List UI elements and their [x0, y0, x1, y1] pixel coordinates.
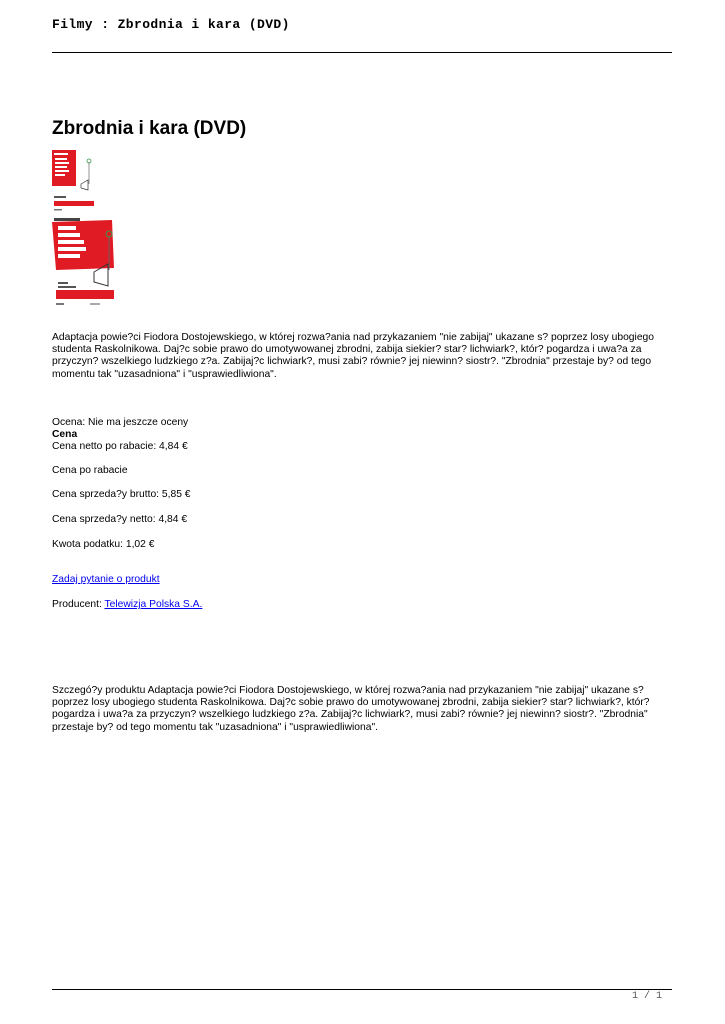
price-net-sale: Cena sprzeda?y netto: 4,84 € — [52, 514, 188, 525]
page-number: 1 / 1 — [631, 991, 662, 1002]
producer-label: Producent: — [52, 599, 105, 610]
product-cover-image — [52, 150, 118, 314]
price-info — [52, 417, 670, 454]
ask-question-row — [52, 574, 160, 586]
product-details: Szczegó?y produktu Adaptacja powie?ci Fiodora Dostojewskiego, w której rozwa?ania nad przykazaniem "nie zabijaj" ukazane s? poprzez losy ubogiego studenta Raskolnikowa. Daj?c sobie prawo do umotywowanej zbrodni, zabija siekier? star? lichwiark?, któr? pogardza i uwa?a za przyczyn? wszelkiego ludzkiego z?a. Zabijaj?c lichwiark?, musi zabi? równie? jej niewinn? siostr?. "Zbrodnia" przestaje by? od tego momentu tak "uzasadniona" i "usprawiedliwiona". — [52, 685, 650, 733]
tax-amount: Kwota podatku: 1,02 € — [52, 539, 155, 550]
cover-main — [52, 218, 118, 314]
producer-row — [52, 599, 202, 611]
product-title: Zbrodnia i kara (DVD) — [52, 118, 247, 139]
price-net-after-discount: Cena netto po rabacie: 4,84 € — [52, 441, 188, 453]
rating-text: Ocena: Nie ma jeszcze oceny — [52, 417, 189, 428]
producer-link[interactable]: Telewizja Polska S.A. — [104, 599, 203, 610]
document-header-title: Filmy : Zbrodnia i kara (DVD) — [52, 17, 290, 32]
ask-question-link[interactable]: Zadaj pytanie o produkt — [52, 574, 160, 585]
header-divider — [52, 52, 672, 53]
price-after-discount: Cena po rabacie — [52, 465, 128, 476]
product-description: Adaptacja powie?ci Fiodora Dostojewskiego, w której rozwa?ania nad przykazaniem "nie zabijaj" ukazane s? poprzez losy ubogiego studenta Raskolnikowa. Daj?c sobie prawo do umotywowanej zbrodni, zabija siekier? star? lichwiark?, któr? pogardza i uwa?a za przyczyn? wszelkiego ludzkiego z?a. Zabijaj?c lichwiark?, musi zabi? równie? jej niewinn? siostr?. "Zbrodnia" przestaje by? od tego momentu tak "uzasadniona" i "usprawiedliwiona". — [52, 332, 655, 380]
footer-divider — [52, 989, 672, 990]
cover-title-band — [56, 290, 114, 299]
cover-thumbnail-small — [52, 150, 94, 211]
price-gross-sale: Cena sprzeda?y brutto: 5,85 € — [52, 489, 191, 500]
price-heading: Cena — [52, 429, 78, 441]
